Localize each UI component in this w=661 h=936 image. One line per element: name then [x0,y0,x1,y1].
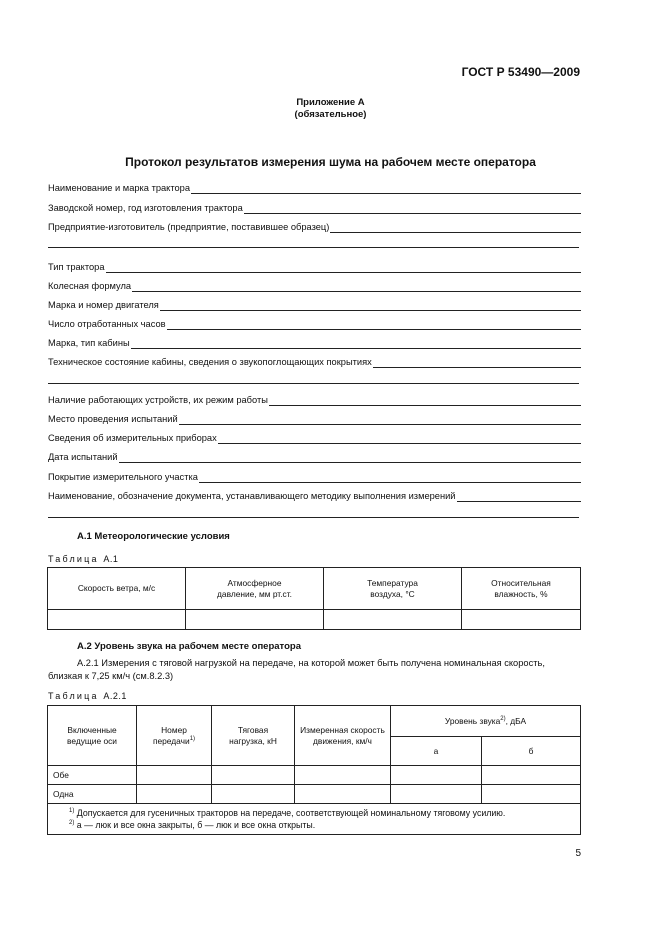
col-measured-speed-l2: движения, км/ч [313,735,372,746]
fill-line[interactable] [132,283,581,292]
form-field[interactable] [48,297,581,311]
table-row [48,610,581,630]
col-gear-number [137,706,212,766]
field-label: Место проведения испытаний [48,414,178,424]
table-row [48,766,581,785]
caption-word: Таблица [48,691,99,701]
fill-line[interactable] [191,185,581,194]
field-label: Сведения об измерительных приборах [48,433,217,443]
field-label: Наименование, обозначение документа, устанавливающего методику выполнения измерений [48,491,456,501]
fill-line[interactable] [269,397,581,406]
footnote-mark: 1) [69,808,75,814]
col-driving-axles [48,706,137,766]
field-label: Тип трактора [48,262,105,272]
caption-number: А.2.1 [103,691,127,701]
fill-line[interactable] [244,205,581,214]
fill-line[interactable] [131,340,581,349]
form-field[interactable] [48,316,581,330]
table-cell[interactable] [137,766,212,785]
table-cell[interactable] [186,610,324,630]
form-field[interactable] [48,469,581,483]
form-field[interactable] [48,392,581,406]
fill-line[interactable] [106,264,581,273]
protocol-title: Протокол результатов измерения шума на рабочем месте оператора [125,155,536,169]
annex-heading [0,97,661,121]
form-field[interactable] [48,180,581,194]
field-label: Техническое состояние кабины, сведения о звукопоглощающих покрытиях [48,357,372,367]
fill-line[interactable] [179,416,581,425]
footnote-text: а — люк и все окна закрыты, б — люк и все окна открыты. [76,820,316,830]
footnote-1 [53,807,575,819]
col-humidity-l2: влажность, % [494,588,548,599]
col-gear-number-l2: передачи [152,735,190,746]
table-cell[interactable] [212,785,295,804]
fill-line-continuation[interactable] [48,517,579,518]
col-sound-level [391,706,581,737]
field-label: Дата испытаний [48,452,118,462]
form-field[interactable] [48,200,581,214]
table-a1 [47,567,581,630]
fill-line[interactable] [218,435,581,444]
col-temperature [324,568,462,610]
table-cell[interactable] [48,610,186,630]
field-label: Колесная формула [48,281,132,291]
fill-line[interactable] [330,224,581,233]
fill-line[interactable] [167,321,581,330]
form-field[interactable] [48,411,581,425]
col-driving-axles-l1: Включенные [67,724,117,735]
footnote-2 [53,819,575,831]
table-cell[interactable] [137,785,212,804]
form-field[interactable] [48,354,581,368]
fill-line[interactable] [119,454,581,463]
field-label: Наличие работающих устройств, их режим работы [48,395,268,405]
section-a2-heading: А.2 Уровень звука на рабочем месте оператора [77,641,301,652]
col-measured-speed [295,706,391,766]
table-cell[interactable] [295,766,391,785]
fill-line[interactable] [373,359,581,368]
footnote-ref: 1) [189,735,196,742]
fill-line[interactable] [457,493,582,502]
col-pressure-l2: давление, мм рт.ст. [217,588,292,599]
form-field[interactable] [48,430,581,444]
field-label: Предприятие-изготовитель (предприятие, поставившее образец) [48,222,330,232]
field-label: Наименование и марка трактора [48,183,190,193]
footnote-text: Допускается для гусеничных тракторов на передаче, соответствующей номинальному тяговому усилию. [76,808,506,818]
col-pressure-l1: Атмосферное [227,577,282,588]
table-cell[interactable] [462,610,581,630]
fill-line-continuation[interactable] [48,383,579,384]
table-a1-caption [48,554,118,564]
page-number: 5 [575,848,581,859]
table-row [48,785,581,804]
table-a21-caption [48,691,127,701]
form-field[interactable] [48,488,581,502]
col-temperature-l2: воздуха, °С [370,588,415,599]
form-field[interactable] [48,259,581,273]
table-cell[interactable] [391,785,482,804]
col-measured-speed-l1: Измеренная скорость [300,724,385,735]
form-field[interactable] [48,278,581,292]
col-draft-load-l2: нагрузка, кН [229,735,277,746]
col-draft-load [212,706,295,766]
clause-a21-line2: близкая к 7,25 км/ч (см.8.2.3) [48,671,174,681]
table-cell[interactable] [391,766,482,785]
col-wind-speed: Скорость ветра, м/с [48,568,186,610]
form-field[interactable] [48,449,581,463]
col-gear-number-l1: Номер [161,724,187,735]
table-cell[interactable] [482,785,581,804]
col-sound-level-text: Уровень звука [444,715,501,726]
table-cell[interactable] [482,766,581,785]
col-humidity-l1: Относительная [491,577,551,588]
form-field[interactable] [48,219,581,233]
col-humidity [462,568,581,610]
col-sub-a: а [391,737,482,766]
field-label: Марка, тип кабины [48,338,130,348]
table-cell[interactable] [324,610,462,630]
table-header-row [48,568,581,610]
col-temperature-l1: Температура [367,577,418,588]
fill-line[interactable] [199,474,581,483]
caption-word: Таблица [48,554,99,564]
table-cell[interactable] [212,766,295,785]
caption-number: А.1 [103,554,119,564]
annex-status: (обязательное) [294,109,367,120]
field-label: Марка и номер двигателя [48,300,159,310]
col-sound-level-unit: , дБА [505,715,527,726]
clause-a21-line1: А.2.1 Измерения с тяговой нагрузкой на передаче, на которой может быть получена номинальная скорость, [77,658,545,668]
col-sub-b: б [482,737,581,766]
table-notes-row [48,804,581,835]
footnote-ref: 2) [500,715,506,722]
field-label: Покрытие измерительного участка [48,472,198,482]
row-label: Одна [48,785,137,804]
table-cell[interactable] [295,785,391,804]
form-field[interactable] [48,335,581,349]
clause-a21 [48,657,581,683]
table-header-row [48,706,581,737]
row-label: Обе [48,766,137,785]
field-label: Заводской номер, год изготовления трактора [48,203,243,213]
standard-designation: ГОСТ Р 53490—2009 [461,65,580,79]
fill-line[interactable] [160,302,581,311]
section-a1-heading: А.1 Метеорологические условия [77,531,230,542]
fill-line-continuation[interactable] [48,247,579,248]
annex-title: Приложение А [296,97,365,108]
field-label: Число отработанных часов [48,319,166,329]
col-driving-axles-l2: ведущие оси [67,735,117,746]
col-pressure [186,568,324,610]
col-draft-load-l1: Тяговая [237,724,269,735]
table-a21 [47,705,581,835]
footnote-mark: 2) [69,820,75,826]
table-notes [48,804,581,835]
